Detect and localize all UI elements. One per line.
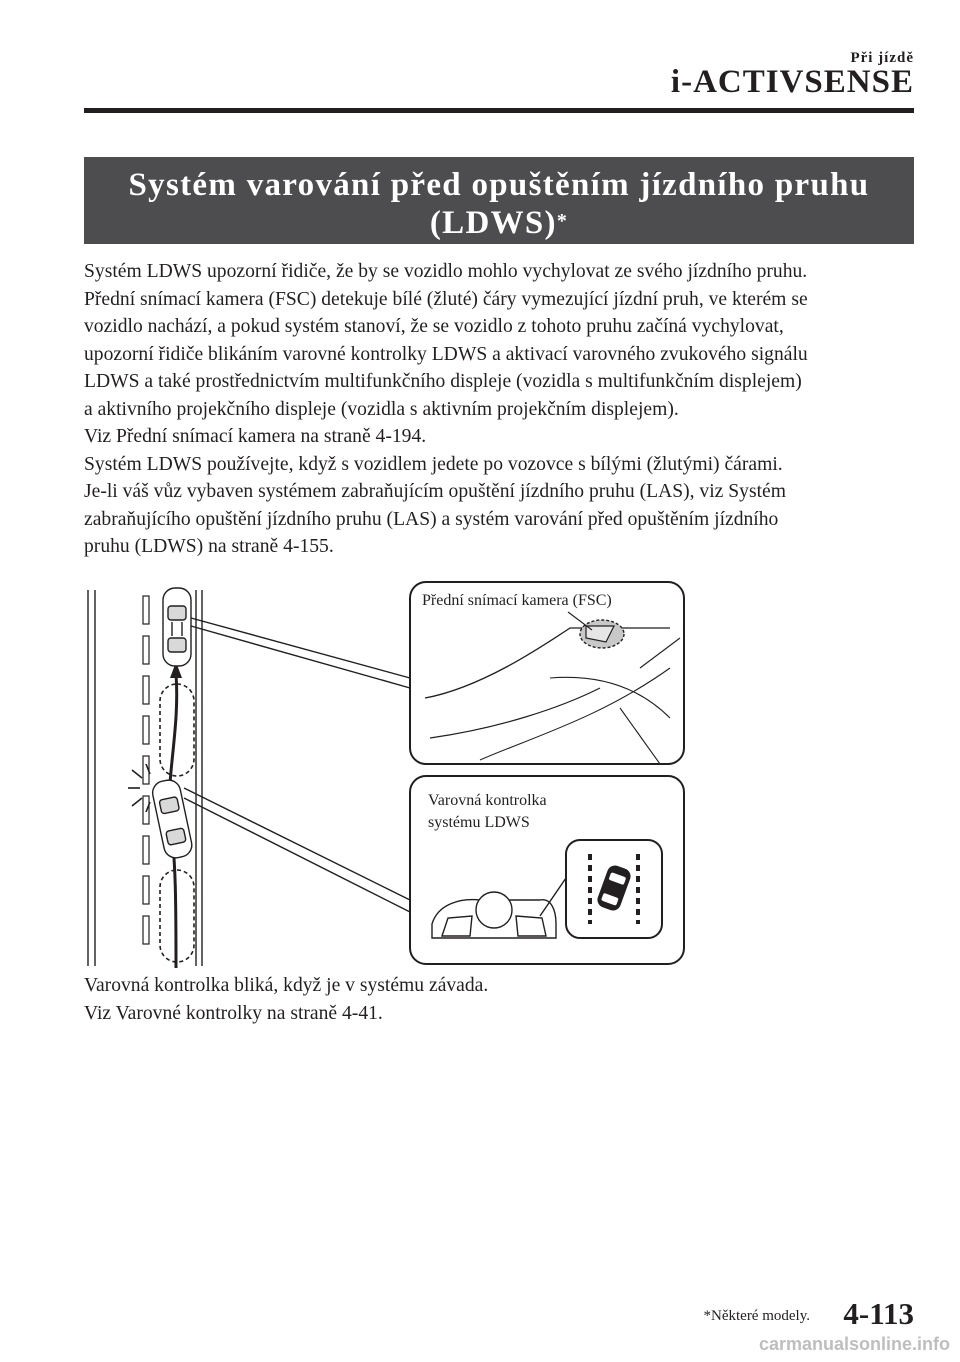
camera-label: Přední snímací kamera (FSC) — [422, 592, 612, 609]
ldws-diagram — [80, 578, 692, 970]
section-title-box — [84, 157, 914, 244]
body-line: Varovná kontrolka bliká, když je v systému závada. — [84, 975, 489, 996]
ldws-illustration — [80, 578, 692, 970]
footnote: *Některé modely. — [703, 1308, 810, 1324]
body-line: vozidlo nachází, a pokud systém stanoví, že se vozidlo z tohoto pruhu začíná vychylovat, — [84, 316, 784, 337]
body-line: zabraňujícího opuštění jízdního pruhu (LAS) a systém varování před opuštěním jízdního — [84, 508, 779, 530]
body-line: Systém LDWS upozorní řidiče, že by se vozidlo mohlo vychylovat ze svého jízdního pruhu. — [84, 261, 808, 282]
body-line: Viz Varovné kontrolky na straně 4-41. — [84, 1002, 383, 1024]
chapter-title: i-ACTIVSENSE — [670, 64, 914, 100]
page-number: 4-113 — [843, 1296, 914, 1331]
warning-lamp-label — [428, 790, 547, 834]
warning-lamp-label-line1: Varovná kontrolka — [428, 792, 547, 809]
body-line: pruhu (LDWS) na straně 4-155. — [84, 536, 334, 557]
header-rule — [84, 108, 914, 113]
watermark: carmanualsonline.info — [758, 1334, 950, 1354]
warning-lamp-label-line2: systému LDWS — [428, 814, 530, 831]
body-paragraph — [84, 258, 924, 561]
car-top — [163, 588, 191, 666]
body-line: Přední snímací kamera (FSC) detekuje bílé (žluté) čáry vymezující jízdní pruh, ve kterém se — [84, 288, 808, 310]
body-line: upozorní řidiče blikáním varovné kontrolky LDWS a aktivací varovného zvukového signálu — [84, 343, 808, 365]
body-line: Systém LDWS používejte, když s vozidlem jedete po vozovce s bílými (žlutými) čárami. — [84, 453, 783, 475]
body-line: a aktivního projekčního displeje (vozidla s aktivním projekčním displejem). — [84, 398, 679, 420]
ldws-warning-lamp-icon — [566, 840, 662, 938]
section-title-line1: Systém varování před opuštěním jízdního pruhu — [128, 167, 870, 203]
section-title-abbr: (LDWS) — [429, 205, 557, 241]
after-figure-paragraph — [84, 972, 924, 1027]
body-line: Je-li váš vůz vybaven systémem zabraňujícím opuštění jízdního pruhu (LAS), viz Systém — [84, 481, 786, 502]
section-name: Při jízdě — [850, 50, 914, 66]
footnote-mark: * — [556, 210, 569, 232]
section-title-line2 — [84, 204, 914, 242]
body-line: LDWS a také prostřednictvím multifunkčního displeje (vozidla s multifunkčním displejem) — [84, 371, 802, 392]
body-line: Viz Přední snímací kamera na straně 4-194. — [84, 426, 427, 447]
